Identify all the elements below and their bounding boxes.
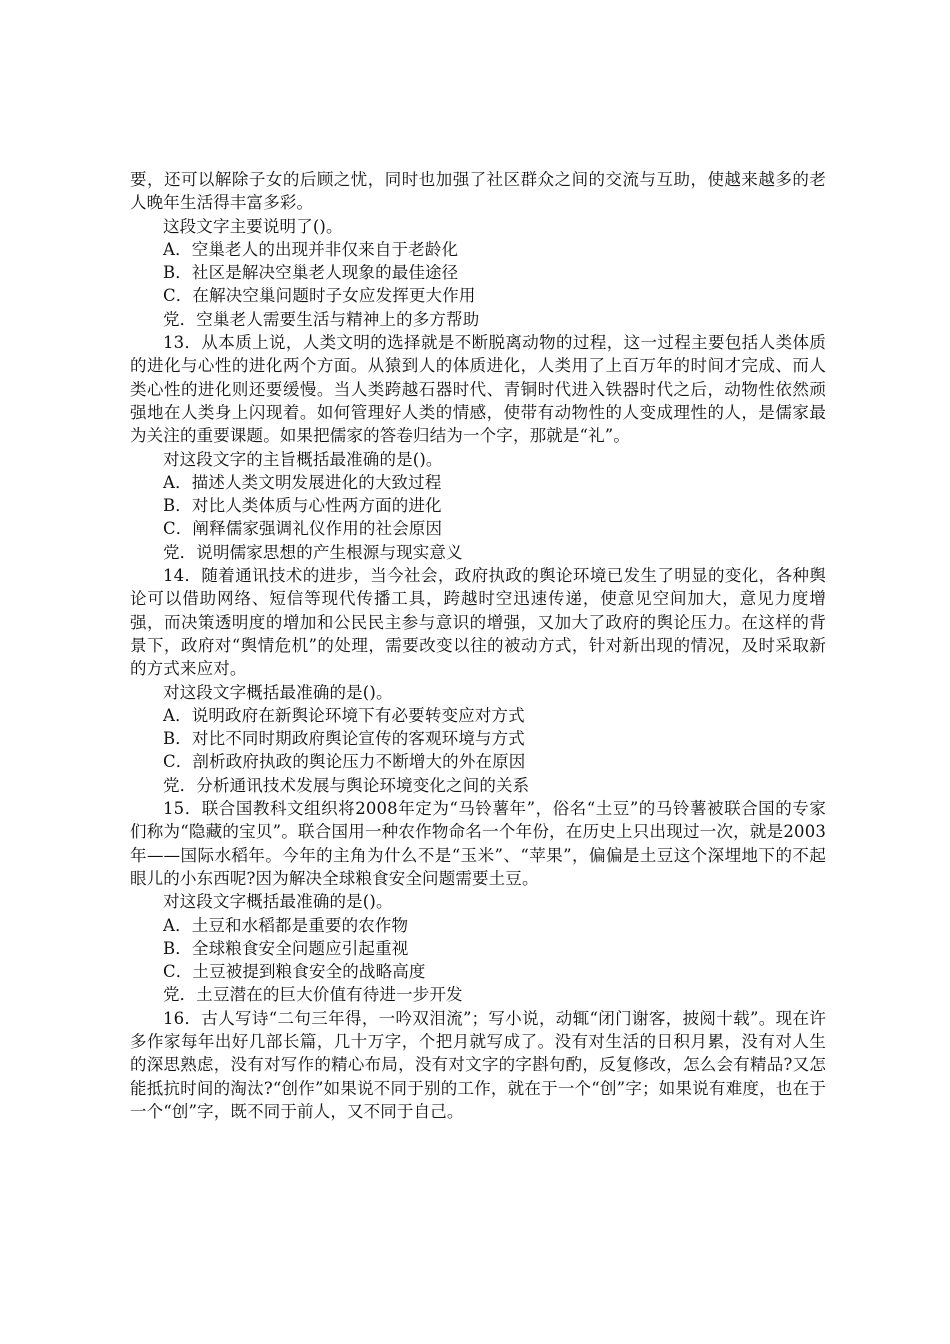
answer-option: B．对比人类体质与心性两方面的进化 <box>163 496 442 516</box>
answer-option: 党．分析通讯技术发展与舆论环境变化之间的关系 <box>163 775 530 795</box>
answer-option: 党．空巢老人需要生活与精神上的多方帮助 <box>163 309 480 329</box>
question-prompt: 对这段文字的主旨概括最准确的是()。 <box>163 449 443 469</box>
answer-option: 党．说明儒家思想的产生根源与现实意义 <box>163 542 463 562</box>
paragraph-continuation: 要，还可以解除子女的后顾之忧，同时也加强了社区群众之间的交流与互助，使越来越多的老人晚年生活得丰富多彩。 <box>130 170 826 213</box>
answer-option: A．说明政府在新舆论环境下有必要转变应对方式 <box>163 705 525 725</box>
answer-option: B．社区是解决空巢老人现象的最佳途径 <box>163 263 459 283</box>
answer-option: A．土豆和水稻都是重要的农作物 <box>163 915 409 935</box>
question-passage: 15．联合国教科文组织将2008年定为“马铃薯年”，俗名“土豆”的马铃薯被联合国的专家们称为“隐藏的宝贝”。联合国用一种农作物命名一个年份，在历史上只出现过一次，就是2003年——国际水稻年。今年的主角为什么不是“玉米”、“苹果”，偏偏是土豆这个深埋地下的不起眼儿的小东西呢?因为解决全球粮食安全问题需要土豆。 <box>130 799 826 888</box>
question-prompt: 对这段文字概括最准确的是()。 <box>163 682 393 702</box>
answer-option: A．空巢老人的出现并非仅来自于老龄化 <box>163 239 459 259</box>
question-passage: 14．随着通讯技术的进步，当今社会，政府执政的舆论环境已发生了明显的变化，各种舆论可以借助网络、短信等现代传播工具，跨越时空迅速传递，使意见空间加大，意见力度增强，而决策透明度的增加和公民民主参与意识的增强，又加大了政府的舆论压力。在这样的背景下，政府对“舆情危机”的处理，需要改变以往的被动方式，针对新出现的情况，及时采取新的方式来应对。 <box>130 566 826 679</box>
question-passage: 16．古人写诗“二句三年得，一吟双泪流”；写小说，动辄“闭门谢客，披阅十载”。现在许多作家每年出好几部长篇，几十万字，个把月就写成了。没有对生活的日积月累，没有对人生的深思熟虑，没有对写作的精心布局，没有对文字的字斟句酌，反复修改，怎么会有精品?又怎能抵抗时间的淘汰?“创作”如果说不同于别的工作，就在于一个“创”字；如果说有难度，也在于一个“创”字，既不同于前人，又不同于自己。 <box>130 1008 826 1121</box>
answer-option: A．描述人类文明发展进化的大致过程 <box>163 472 442 492</box>
document-page <box>130 168 826 1123</box>
answer-option: C．土豆被提到粮食安全的战略高度 <box>163 962 426 982</box>
answer-option: B．全球粮食安全问题应引起重视 <box>163 938 409 958</box>
answer-option: C．阐释儒家强调礼仪作用的社会原因 <box>163 519 443 539</box>
answer-option: B．对比不同时期政府舆论宣传的客观环境与方式 <box>163 729 525 749</box>
answer-option: C．剖析政府执政的舆论压力不断增大的外在原因 <box>163 752 526 772</box>
answer-option: 党．土豆潜在的巨大价值有待进一步开发 <box>163 985 463 1005</box>
question-prompt: 对这段文字概括最准确的是()。 <box>163 892 393 912</box>
question-prompt: 这段文字主要说明了()。 <box>163 216 343 236</box>
answer-option: C．在解决空巢问题时子女应发挥更大作用 <box>163 286 476 306</box>
question-passage: 13．从本质上说，人类文明的选择就是不断脱离动物的过程，这一过程主要包括人类体质的进化与心性的进化两个方面。从猿到人的体质进化，人类用了上百万年的时间才完成、而人类心性的进化则还要缓慢。当人类跨越石器时代、青铜时代进入铁器时代之后，动物性依然顽强地在人类身上闪现着。如何管理好人类的情感，使带有动物性的人变成理性的人，是儒家最为关注的重要课题。如果把儒家的答卷归结为一个字，那就是“礼”。 <box>130 333 826 446</box>
